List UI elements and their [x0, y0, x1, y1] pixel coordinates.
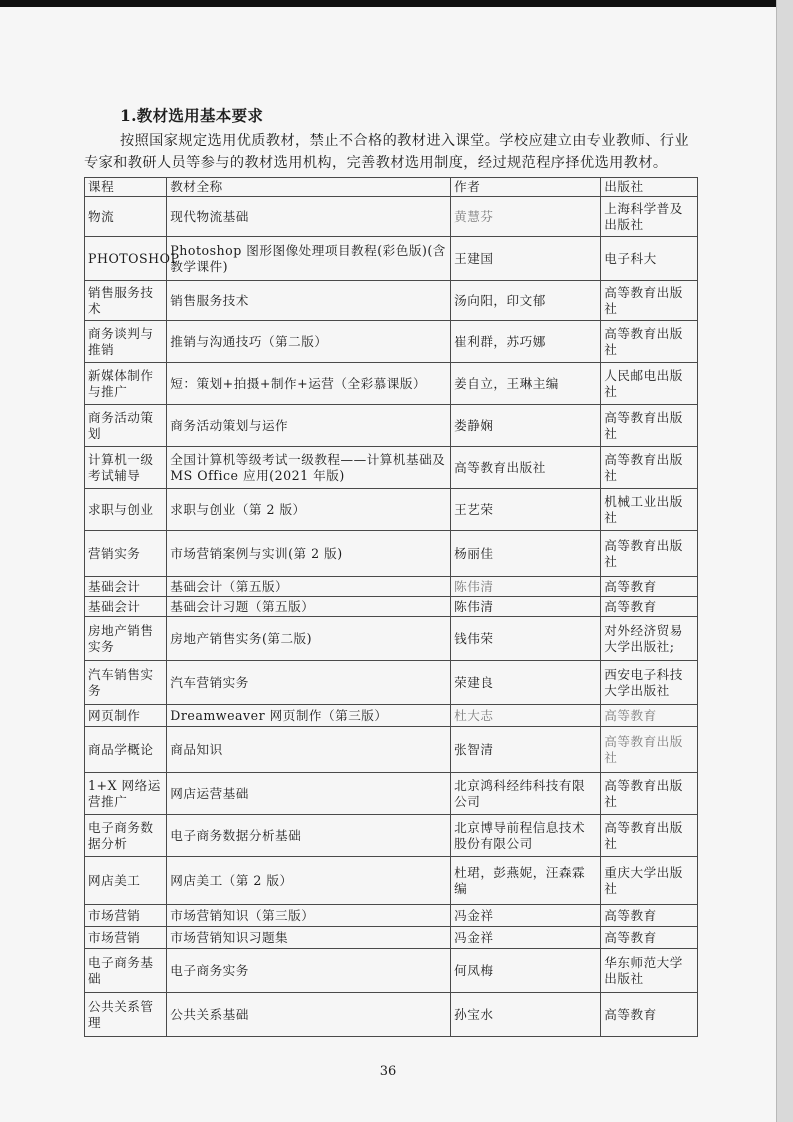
table-row — [85, 577, 698, 597]
table-row — [85, 531, 698, 577]
cell-author: 孙宝水 — [451, 993, 601, 1037]
cell-publisher: 高等教育 — [601, 927, 698, 949]
cell-author: 北京鸿科经纬科技有限公司 — [451, 773, 601, 815]
cell-publisher: 西安电子科技大学出版社 — [601, 661, 698, 705]
textbook-table — [84, 177, 698, 1037]
header-course: 课程 — [85, 178, 167, 197]
cell-title: 推销与沟通技巧（第二版） — [167, 321, 451, 363]
cell-publisher: 重庆大学出版社 — [601, 857, 698, 905]
table-row — [85, 949, 698, 993]
cell-title: Photoshop 图形图像处理项目教程(彩色版)(含教学课件) — [167, 237, 451, 281]
table-row — [85, 281, 698, 321]
table-row — [85, 857, 698, 905]
cell-title: 短：策划+拍摄+制作+运营（全彩慕课版） — [167, 363, 451, 405]
table-row — [85, 237, 698, 281]
cell-publisher: 高等教育出版社 — [601, 773, 698, 815]
cell-title: 汽车营销实务 — [167, 661, 451, 705]
cell-title: 全国计算机等级考试一级教程——计算机基础及 MS Office 应用(2021 年版) — [167, 447, 451, 489]
cell-author: 王建国 — [451, 237, 601, 281]
cell-course: 房地产销售实务 — [85, 617, 167, 661]
table-row — [85, 489, 698, 531]
table-row — [85, 405, 698, 447]
cell-course: PHOTOSHOP — [85, 237, 167, 281]
cell-title: 公共关系基础 — [167, 993, 451, 1037]
cell-author: 冯金祥 — [451, 905, 601, 927]
cell-author: 北京博导前程信息技术股份有限公司 — [451, 815, 601, 857]
cell-title: 网店运营基础 — [167, 773, 451, 815]
cell-publisher: 高等教育出版社 — [601, 727, 698, 773]
cell-author: 冯金祥 — [451, 927, 601, 949]
cell-publisher: 高等教育 — [601, 993, 698, 1037]
cell-publisher: 高等教育出版社 — [601, 815, 698, 857]
cell-author: 崔利群，苏巧娜 — [451, 321, 601, 363]
table-row — [85, 905, 698, 927]
cell-title: 求职与创业（第 2 版） — [167, 489, 451, 531]
section-paragraph: 按照国家规定选用优质教材，禁止不合格的教材进入课堂。学校应建立由专业教师、行业专家和教研人员等参与的教材选用机构，完善教材选用制度，经过规范程序择优选用教材。 — [84, 133, 689, 171]
table-row — [85, 993, 698, 1037]
cell-author: 荣建良 — [451, 661, 601, 705]
cell-publisher: 人民邮电出版社 — [601, 363, 698, 405]
cell-course: 市场营销 — [85, 905, 167, 927]
cell-publisher: 高等教育出版社 — [601, 405, 698, 447]
cell-title: 电子商务实务 — [167, 949, 451, 993]
cell-author: 杜珺，彭燕妮，汪森霖 编 — [451, 857, 601, 905]
table-row — [85, 363, 698, 405]
right-scan-edge — [776, 0, 793, 1122]
cell-author: 汤向阳，印文郁 — [451, 281, 601, 321]
cell-title: 市场营销知识（第三版） — [167, 905, 451, 927]
table-row — [85, 597, 698, 617]
cell-publisher: 华东师范大学出版社 — [601, 949, 698, 993]
cell-course: 网页制作 — [85, 705, 167, 727]
table-row — [85, 705, 698, 727]
cell-course: 物流 — [85, 197, 167, 237]
cell-publisher: 高等教育出版社 — [601, 321, 698, 363]
table-row — [85, 197, 698, 237]
table-row — [85, 661, 698, 705]
cell-author: 钱伟荣 — [451, 617, 601, 661]
cell-course: 汽车销售实务 — [85, 661, 167, 705]
cell-course: 公共关系管理 — [85, 993, 167, 1037]
cell-course: 电子商务数据分析 — [85, 815, 167, 857]
table-header-row — [85, 178, 698, 197]
cell-title: Dreamweaver 网页制作（第三版） — [167, 705, 451, 727]
cell-title: 商务活动策划与运作 — [167, 405, 451, 447]
cell-publisher: 高等教育 — [601, 705, 698, 727]
table-body — [85, 197, 698, 1037]
table-row — [85, 773, 698, 815]
cell-author: 黄慧芬 — [451, 197, 601, 237]
cell-publisher: 高等教育 — [601, 905, 698, 927]
cell-course: 求职与创业 — [85, 489, 167, 531]
cell-course: 1+X 网络运营推广 — [85, 773, 167, 815]
table-row — [85, 447, 698, 489]
cell-author: 高等教育出版社 — [451, 447, 601, 489]
cell-author: 陈伟清 — [451, 577, 601, 597]
cell-author: 姜自立，王琳主编 — [451, 363, 601, 405]
cell-course: 商务活动策划 — [85, 405, 167, 447]
cell-title: 基础会计习题（第五版） — [167, 597, 451, 617]
top-scan-border — [0, 0, 793, 7]
cell-publisher: 高等教育 — [601, 597, 698, 617]
cell-publisher: 高等教育 — [601, 577, 698, 597]
cell-author: 杨丽佳 — [451, 531, 601, 577]
cell-course: 市场营销 — [85, 927, 167, 949]
cell-title: 基础会计（第五版） — [167, 577, 451, 597]
cell-author: 何凤梅 — [451, 949, 601, 993]
cell-publisher: 上海科学普及出版社 — [601, 197, 698, 237]
header-author: 作者 — [451, 178, 601, 197]
header-publisher: 出版社 — [601, 178, 698, 197]
table-row — [85, 927, 698, 949]
cell-author: 陈伟清 — [451, 597, 601, 617]
cell-publisher: 对外经济贸易大学出版社; — [601, 617, 698, 661]
section-heading: 1.教材选用基本要求 — [120, 106, 264, 125]
cell-publisher: 高等教育出版社 — [601, 447, 698, 489]
cell-title: 现代物流基础 — [167, 197, 451, 237]
page-number: 36 — [379, 1064, 397, 1079]
cell-author: 杜大志 — [451, 705, 601, 727]
cell-publisher: 高等教育出版社 — [601, 531, 698, 577]
cell-course: 商务谈判与推销 — [85, 321, 167, 363]
cell-author: 张智清 — [451, 727, 601, 773]
cell-title: 房地产销售实务(第二版) — [167, 617, 451, 661]
cell-title: 电子商务数据分析基础 — [167, 815, 451, 857]
table-row — [85, 815, 698, 857]
cell-course: 电子商务基础 — [85, 949, 167, 993]
cell-author: 娄静娴 — [451, 405, 601, 447]
cell-course: 基础会计 — [85, 577, 167, 597]
cell-publisher: 机械工业出版社 — [601, 489, 698, 531]
table-row — [85, 727, 698, 773]
cell-author: 王艺荣 — [451, 489, 601, 531]
cell-course: 计算机一级考试辅导 — [85, 447, 167, 489]
table-row — [85, 617, 698, 661]
cell-title: 市场营销知识习题集 — [167, 927, 451, 949]
cell-course: 营销实务 — [85, 531, 167, 577]
cell-course: 基础会计 — [85, 597, 167, 617]
cell-publisher: 高等教育出版社 — [601, 281, 698, 321]
cell-title: 网店美工（第 2 版） — [167, 857, 451, 905]
cell-course: 商品学概论 — [85, 727, 167, 773]
header-title: 教材全称 — [167, 178, 451, 197]
cell-publisher: 电子科大 — [601, 237, 698, 281]
cell-course: 销售服务技术 — [85, 281, 167, 321]
cell-title: 商品知识 — [167, 727, 451, 773]
cell-title: 市场营销案例与实训(第 2 版) — [167, 531, 451, 577]
cell-course: 新媒体制作与推广 — [85, 363, 167, 405]
cell-course: 网店美工 — [85, 857, 167, 905]
cell-title: 销售服务技术 — [167, 281, 451, 321]
table-row — [85, 321, 698, 363]
